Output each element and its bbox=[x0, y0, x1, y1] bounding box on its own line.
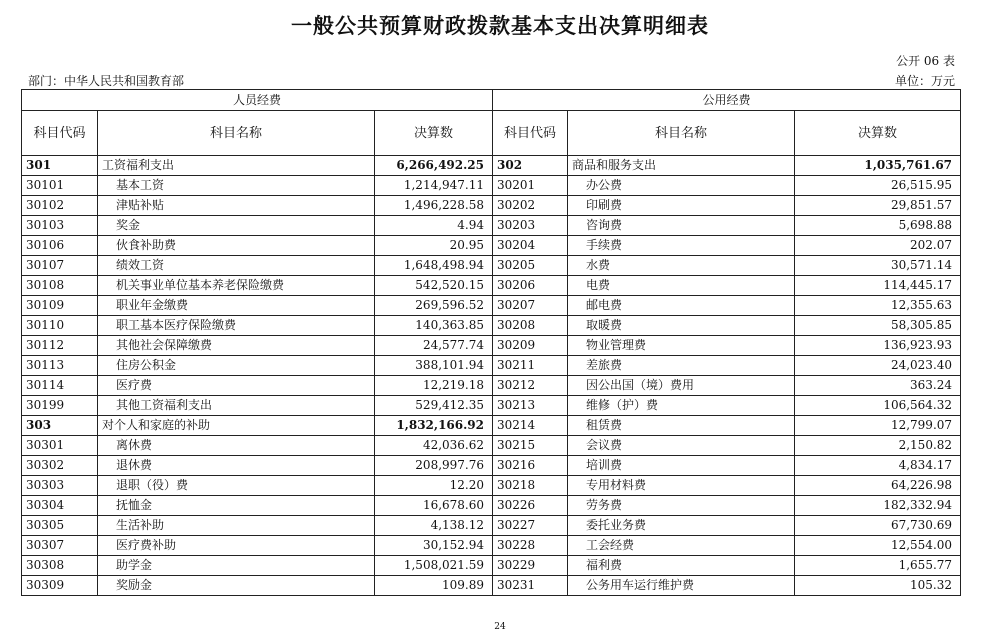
right-name-cell: 专用材料费 bbox=[568, 476, 795, 496]
right-amount-cell: 105.32 bbox=[795, 576, 961, 596]
right-name-cell: 咨询费 bbox=[568, 216, 795, 236]
right-name-cell: 差旅费 bbox=[568, 356, 795, 376]
right-amount-cell: 363.24 bbox=[795, 376, 961, 396]
right-name-cell: 工会经费 bbox=[568, 536, 795, 556]
right-amount-cell: 12,799.07 bbox=[795, 416, 961, 436]
right-name-cell: 手续费 bbox=[568, 236, 795, 256]
left-code-cell: 30308 bbox=[22, 556, 98, 576]
left-amount-cell: 1,832,166.92 bbox=[375, 416, 493, 436]
right-name-cell: 租赁费 bbox=[568, 416, 795, 436]
left-name-cell: 奖金 bbox=[98, 216, 375, 236]
right-amount-cell: 24,023.40 bbox=[795, 356, 961, 376]
left-amount-cell: 4.94 bbox=[375, 216, 493, 236]
right-amount-cell: 12,554.00 bbox=[795, 536, 961, 556]
left-code-cell: 30107 bbox=[22, 256, 98, 276]
right-amount-cell: 136,923.93 bbox=[795, 336, 961, 356]
left-amount-cell: 208,997.76 bbox=[375, 456, 493, 476]
table-row bbox=[22, 376, 961, 396]
right-name-cell: 劳务费 bbox=[568, 496, 795, 516]
right-code-cell: 30229 bbox=[493, 556, 568, 576]
left-amount-cell: 24,577.74 bbox=[375, 336, 493, 356]
left-name-cell: 伙食补助费 bbox=[98, 236, 375, 256]
table-row bbox=[22, 576, 961, 596]
left-code-cell: 30303 bbox=[22, 476, 98, 496]
left-name-cell: 职业年金缴费 bbox=[98, 296, 375, 316]
right-amount-cell: 182,332.94 bbox=[795, 496, 961, 516]
left-amount-cell: 12,219.18 bbox=[375, 376, 493, 396]
left-name-cell: 医疗费 bbox=[98, 376, 375, 396]
form-number: 公开 06 表 bbox=[896, 54, 955, 68]
right-name-cell: 商品和服务支出 bbox=[568, 156, 795, 176]
left-name-cell: 助学金 bbox=[98, 556, 375, 576]
right-amount-cell: 4,834.17 bbox=[795, 456, 961, 476]
left-amount-cell: 42,036.62 bbox=[375, 436, 493, 456]
right-name-cell: 取暖费 bbox=[568, 316, 795, 336]
right-name-cell: 办公费 bbox=[568, 176, 795, 196]
left-amount-cell: 109.89 bbox=[375, 576, 493, 596]
table-row bbox=[22, 316, 961, 336]
table-row bbox=[22, 516, 961, 536]
right-amount-cell: 26,515.95 bbox=[795, 176, 961, 196]
right-code-cell: 30206 bbox=[493, 276, 568, 296]
left-amount-cell: 20.95 bbox=[375, 236, 493, 256]
right-code-cell: 30202 bbox=[493, 196, 568, 216]
right-amount-cell: 5,698.88 bbox=[795, 216, 961, 236]
col-name-left: 科目名称 bbox=[98, 111, 375, 156]
right-code-cell: 30227 bbox=[493, 516, 568, 536]
right-code-cell: 30208 bbox=[493, 316, 568, 336]
left-amount-cell: 6,266,492.25 bbox=[375, 156, 493, 176]
left-code-cell: 30304 bbox=[22, 496, 98, 516]
right-code-cell: 30204 bbox=[493, 236, 568, 256]
right-amount-cell: 58,305.85 bbox=[795, 316, 961, 336]
left-name-cell: 奖励金 bbox=[98, 576, 375, 596]
right-name-cell: 因公出国（境）费用 bbox=[568, 376, 795, 396]
col-amount-right: 决算数 bbox=[795, 111, 961, 156]
left-name-cell: 住房公积金 bbox=[98, 356, 375, 376]
public-expense-header: 公用经费 bbox=[493, 90, 961, 111]
col-amount-left: 决算数 bbox=[375, 111, 493, 156]
left-code-cell: 30101 bbox=[22, 176, 98, 196]
left-code-cell: 30109 bbox=[22, 296, 98, 316]
left-code-cell: 303 bbox=[22, 416, 98, 436]
table-row bbox=[22, 496, 961, 516]
left-name-cell: 工资福利支出 bbox=[98, 156, 375, 176]
table-row bbox=[22, 536, 961, 556]
left-code-cell: 30302 bbox=[22, 456, 98, 476]
right-code-cell: 30231 bbox=[493, 576, 568, 596]
left-amount-cell: 4,138.12 bbox=[375, 516, 493, 536]
table-row bbox=[22, 416, 961, 436]
left-name-cell: 津贴补贴 bbox=[98, 196, 375, 216]
right-code-cell: 302 bbox=[493, 156, 568, 176]
left-amount-cell: 529,412.35 bbox=[375, 396, 493, 416]
department-label: 部门：中华人民共和国教育部 bbox=[28, 74, 185, 88]
left-amount-cell: 388,101.94 bbox=[375, 356, 493, 376]
left-amount-cell: 16,678.60 bbox=[375, 496, 493, 516]
right-code-cell: 30215 bbox=[493, 436, 568, 456]
right-name-cell: 维修（护）费 bbox=[568, 396, 795, 416]
right-code-cell: 30209 bbox=[493, 336, 568, 356]
right-amount-cell: 12,355.63 bbox=[795, 296, 961, 316]
left-amount-cell: 1,496,228.58 bbox=[375, 196, 493, 216]
right-amount-cell: 29,851.57 bbox=[795, 196, 961, 216]
right-amount-cell: 1,655.77 bbox=[795, 556, 961, 576]
left-amount-cell: 542,520.15 bbox=[375, 276, 493, 296]
right-name-cell: 培训费 bbox=[568, 456, 795, 476]
left-name-cell: 对个人和家庭的补助 bbox=[98, 416, 375, 436]
right-code-cell: 30214 bbox=[493, 416, 568, 436]
left-code-cell: 30108 bbox=[22, 276, 98, 296]
left-name-cell: 基本工资 bbox=[98, 176, 375, 196]
left-name-cell: 职工基本医疗保险缴费 bbox=[98, 316, 375, 336]
left-amount-cell: 1,648,498.94 bbox=[375, 256, 493, 276]
right-code-cell: 30201 bbox=[493, 176, 568, 196]
left-code-cell: 30106 bbox=[22, 236, 98, 256]
right-amount-cell: 202.07 bbox=[795, 236, 961, 256]
right-code-cell: 30226 bbox=[493, 496, 568, 516]
left-name-cell: 其他社会保障缴费 bbox=[98, 336, 375, 356]
left-amount-cell: 30,152.94 bbox=[375, 536, 493, 556]
table-row bbox=[22, 456, 961, 476]
left-amount-cell: 140,363.85 bbox=[375, 316, 493, 336]
table-row bbox=[22, 276, 961, 296]
left-amount-cell: 12.20 bbox=[375, 476, 493, 496]
right-name-cell: 福利费 bbox=[568, 556, 795, 576]
page-title: 一般公共预算财政拨款基本支出决算明细表 bbox=[291, 13, 709, 38]
right-code-cell: 30213 bbox=[493, 396, 568, 416]
table-row bbox=[22, 436, 961, 456]
right-code-cell: 30216 bbox=[493, 456, 568, 476]
right-name-cell: 电费 bbox=[568, 276, 795, 296]
left-code-cell: 301 bbox=[22, 156, 98, 176]
right-amount-cell: 1,035,761.67 bbox=[795, 156, 961, 176]
left-amount-cell: 1,214,947.11 bbox=[375, 176, 493, 196]
right-name-cell: 会议费 bbox=[568, 436, 795, 456]
right-amount-cell: 2,150.82 bbox=[795, 436, 961, 456]
right-name-cell: 邮电费 bbox=[568, 296, 795, 316]
right-amount-cell: 114,445.17 bbox=[795, 276, 961, 296]
table-row bbox=[22, 176, 961, 196]
col-code-left: 科目代码 bbox=[22, 111, 98, 156]
right-amount-cell: 106,564.32 bbox=[795, 396, 961, 416]
left-name-cell: 退职（役）费 bbox=[98, 476, 375, 496]
right-code-cell: 30207 bbox=[493, 296, 568, 316]
unit-label: 单位：万元 bbox=[894, 74, 955, 88]
right-code-cell: 30211 bbox=[493, 356, 568, 376]
left-name-cell: 医疗费补助 bbox=[98, 536, 375, 556]
right-name-cell: 水费 bbox=[568, 256, 795, 276]
table-row bbox=[22, 296, 961, 316]
table-row bbox=[22, 356, 961, 376]
right-name-cell: 委托业务费 bbox=[568, 516, 795, 536]
right-amount-cell: 64,226.98 bbox=[795, 476, 961, 496]
table-row bbox=[22, 236, 961, 256]
right-name-cell: 物业管理费 bbox=[568, 336, 795, 356]
table-row bbox=[22, 216, 961, 236]
right-name-cell: 印刷费 bbox=[568, 196, 795, 216]
left-code-cell: 30112 bbox=[22, 336, 98, 356]
left-code-cell: 30301 bbox=[22, 436, 98, 456]
left-code-cell: 30110 bbox=[22, 316, 98, 336]
left-code-cell: 30113 bbox=[22, 356, 98, 376]
left-name-cell: 生活补助 bbox=[98, 516, 375, 536]
left-name-cell: 其他工资福利支出 bbox=[98, 396, 375, 416]
table-row bbox=[22, 336, 961, 356]
right-amount-cell: 67,730.69 bbox=[795, 516, 961, 536]
left-code-cell: 30102 bbox=[22, 196, 98, 216]
left-code-cell: 30305 bbox=[22, 516, 98, 536]
table-row bbox=[22, 196, 961, 216]
right-code-cell: 30212 bbox=[493, 376, 568, 396]
right-amount-cell: 30,571.14 bbox=[795, 256, 961, 276]
right-code-cell: 30205 bbox=[493, 256, 568, 276]
left-name-cell: 抚恤金 bbox=[98, 496, 375, 516]
page-number: 24 bbox=[494, 622, 506, 632]
left-amount-cell: 1,508,021.59 bbox=[375, 556, 493, 576]
table-body bbox=[22, 156, 961, 596]
left-code-cell: 30309 bbox=[22, 576, 98, 596]
table-row bbox=[22, 476, 961, 496]
personnel-expense-header: 人员经费 bbox=[22, 90, 493, 111]
table-row bbox=[22, 396, 961, 416]
right-name-cell: 公务用车运行维护费 bbox=[568, 576, 795, 596]
right-code-cell: 30218 bbox=[493, 476, 568, 496]
left-name-cell: 机关事业单位基本养老保险缴费 bbox=[98, 276, 375, 296]
right-code-cell: 30203 bbox=[493, 216, 568, 236]
left-amount-cell: 269,596.52 bbox=[375, 296, 493, 316]
left-code-cell: 30307 bbox=[22, 536, 98, 556]
col-code-right: 科目代码 bbox=[493, 111, 568, 156]
table-row bbox=[22, 156, 961, 176]
table-row bbox=[22, 556, 961, 576]
expenditure-table bbox=[21, 89, 961, 596]
left-name-cell: 离休费 bbox=[98, 436, 375, 456]
right-code-cell: 30228 bbox=[493, 536, 568, 556]
table-row bbox=[22, 256, 961, 276]
left-code-cell: 30114 bbox=[22, 376, 98, 396]
left-name-cell: 退休费 bbox=[98, 456, 375, 476]
col-name-right: 科目名称 bbox=[568, 111, 795, 156]
left-code-cell: 30199 bbox=[22, 396, 98, 416]
left-code-cell: 30103 bbox=[22, 216, 98, 236]
left-name-cell: 绩效工资 bbox=[98, 256, 375, 276]
